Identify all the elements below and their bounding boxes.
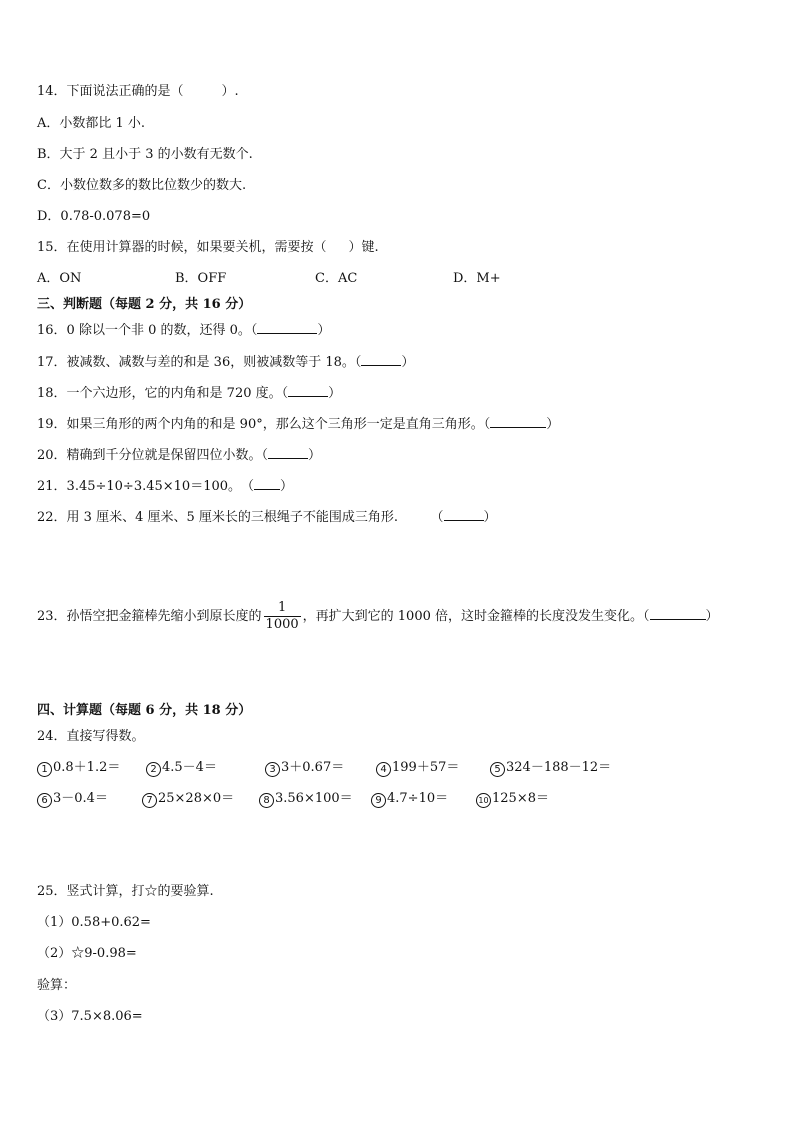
answer-blank[interactable]	[254, 478, 280, 490]
answer-blank[interactable]	[257, 322, 317, 334]
q15-option-a: A．ON	[37, 271, 82, 286]
answer-blank[interactable]	[650, 608, 706, 620]
calc-item-3: 3 3＋0.67＝	[265, 759, 344, 777]
calc-item-2: 2 4.5－4＝	[146, 759, 217, 777]
answer-blank[interactable]	[288, 385, 328, 397]
answer-blank[interactable]	[361, 354, 401, 366]
section-4-title: 四、计算题（每题 6 分，共 18 分）	[37, 703, 252, 718]
judge-item-18: 18．一个六边形，它的内角和是 720 度。（ ）	[37, 386, 342, 401]
question-25-stem: 25．竖式计算，打☆的要验算.	[37, 884, 214, 899]
calc-item-1: 1 0.8＋1.2＝	[37, 759, 120, 777]
judge-item-17: 17．被减数、减数与差的和是 36，则被减数等于 18。（ ）	[37, 355, 415, 370]
q15-option-c: C．AC	[315, 271, 358, 286]
q15-option-b: B．OFF	[175, 271, 227, 286]
q14-option-b: B．大于 2 且小于 3 的小数有无数个.	[37, 147, 253, 162]
section-3-title: 三、判断题（每题 2 分，共 16 分）	[37, 297, 252, 312]
calc-item-10: 10 125×8＝	[476, 790, 549, 808]
calc-item-8: 8 3.56×100＝	[259, 790, 353, 808]
q25-part-2: （2）☆9-0.98=	[37, 946, 137, 961]
judge-item-21: 21．3.45÷10÷3.45×10＝100。 （ ）	[37, 479, 294, 494]
judge-item-16: 16．0 除以一个非 0 的数，还得 0。（ ）	[37, 323, 331, 338]
answer-blank[interactable]	[490, 416, 546, 428]
q14-option-a: A．小数都比 1 小.	[37, 116, 146, 131]
q25-check-label: 验算：	[37, 978, 77, 993]
fraction-numerator: 1	[264, 600, 301, 617]
calc-item-6: 6 3－0.4＝	[37, 790, 108, 808]
judge-item-20: 20．精确到千分位就是保留四位小数。（ ）	[37, 448, 322, 463]
calc-item-7: 7 25×28×0＝	[142, 790, 234, 808]
fraction	[264, 600, 301, 633]
calc-item-9: 9 4.7÷10＝	[371, 790, 448, 808]
q25-part-1: （1）0.58+0.62=	[37, 915, 151, 930]
q15-option-d: D．M+	[453, 271, 501, 286]
answer-blank[interactable]	[268, 447, 308, 459]
q14-option-c: C．小数位数多的数比位数少的数大.	[37, 178, 247, 193]
q25-part-3: （3）7.5×8.06=	[37, 1009, 143, 1024]
answer-blank[interactable]	[444, 509, 484, 521]
question-14-stem: 14．下面说法正确的是（ ）.	[37, 84, 239, 99]
judge-item-23: 23．孙悟空把金箍棒先缩小到原长度的 $\frac{1}{1000}$ ，再扩大到它的 1000 倍，这时金箍棒的长度没发生变化。（ ）	[37, 600, 719, 632]
judge-item-22: 22．用 3 厘米、4 厘米、5 厘米长的三根绳子不能围成三角形. （ ）	[37, 510, 497, 525]
question-24-stem: 24．直接写得数。	[37, 729, 145, 744]
calc-item-4: 4 199＋57＝	[376, 759, 459, 777]
fraction-denominator: 1000	[265, 617, 299, 632]
calc-item-5: 5 324－188－12＝	[490, 759, 611, 777]
question-15-stem: 15．在使用计算器的时候，如果要关机，需要按（ ）键.	[37, 240, 379, 255]
judge-item-19: 19．如果三角形的两个内角的和是 90°，那么这个三角形一定是直角三角形。（ ）	[37, 417, 560, 432]
q14-option-d: D．0.78-0.078=0	[37, 209, 151, 224]
